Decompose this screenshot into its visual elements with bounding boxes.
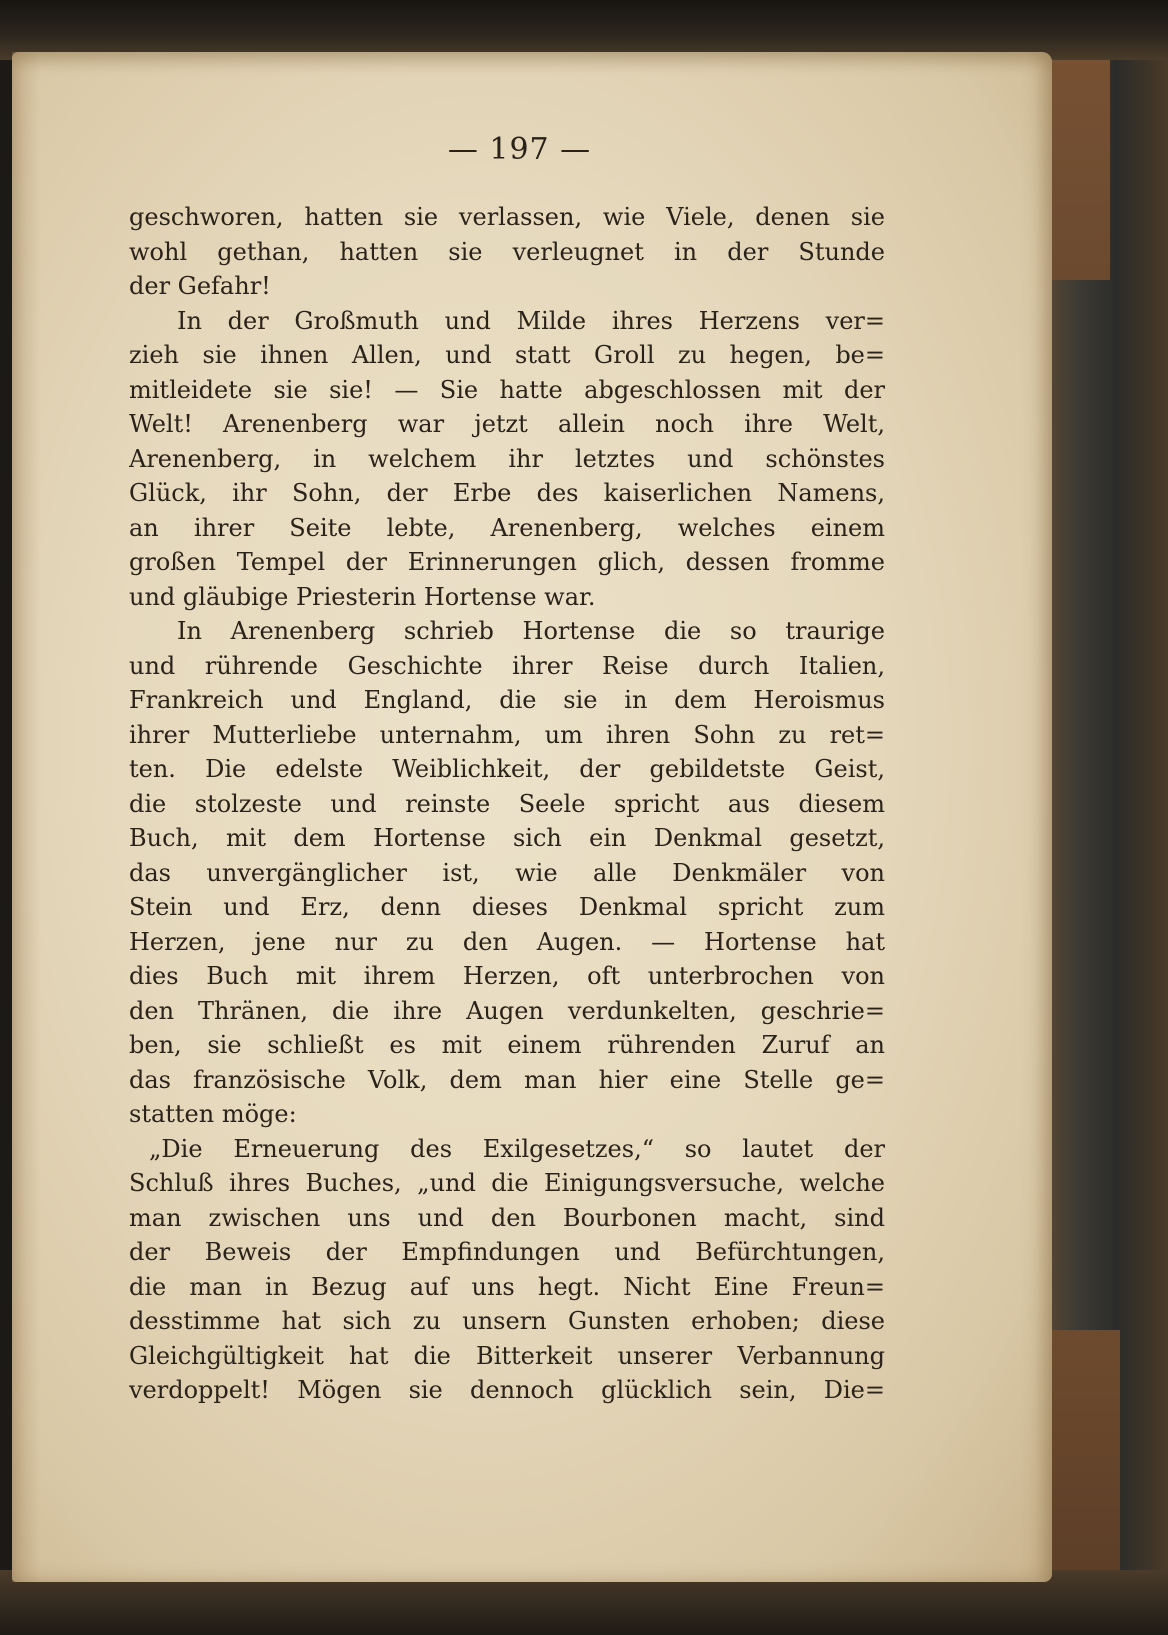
- text-line: Glück, ihr Sohn, der Erbe des kaiserlichen Namens,: [129, 479, 885, 507]
- text-line: geschworen, hatten sie verlassen, wie Viele, denen sie: [129, 203, 885, 231]
- text-line: an ihrer Seite lebte, Arenenberg, welches einem: [129, 513, 885, 542]
- text-line: statten möge:: [129, 1100, 297, 1128]
- text-line: und gläubige Priesterin Hortense war.: [129, 582, 596, 611]
- text-line: wohl gethan, hatten sie verleugnet in der Stunde: [129, 237, 885, 266]
- text-line: zieh sie ihnen Allen, und statt Groll zu hegen, be=: [129, 341, 885, 369]
- text-line: Buch, mit dem Hortense sich ein Denkmal gesetzt,: [129, 824, 885, 852]
- text-line: mitleidete sie sie! — Sie hatte abgeschlossen mit der: [129, 375, 885, 404]
- text-line: In der Großmuth und Milde ihres Herzens ver=: [177, 306, 885, 335]
- text-line: Herzen, jene nur zu den Augen. — Hortense hat: [129, 927, 885, 956]
- text-line: Frankreich und England, die sie in dem Heroismus: [129, 686, 885, 714]
- text-line: den Thränen, die ihre Augen verdunkelten, geschrie=: [129, 996, 885, 1025]
- text-line: die man in Bezug auf uns hegt. Nicht Eine Freun=: [129, 1272, 885, 1301]
- text-line: In Arenenberg schrieb Hortense die so traurige: [177, 617, 885, 645]
- text-line: der Gefahr!: [129, 272, 271, 300]
- page-stain: [12, 52, 40, 1582]
- text-line: Arenenberg, in welchem ihr letztes und schönstes: [129, 444, 885, 473]
- text-line: ten. Die edelste Weiblichkeit, der gebildetste Geist,: [129, 755, 885, 783]
- text-line: großen Tempel der Erinnerungen glich, dessen fromme: [129, 548, 885, 576]
- text-line: Welt! Arenenberg war jetzt allein noch ihre Welt,: [129, 410, 885, 438]
- text-line: „Die Erneuerung des Exilgesetzes,“ so lautet der: [149, 1134, 885, 1163]
- text-line: das unvergänglicher ist, wie alle Denkmäler von: [129, 858, 885, 887]
- text-line: desstimme hat sich zu unsern Gunsten erhoben; diese: [129, 1307, 885, 1335]
- text-line: Schluß ihres Buches, „und die Einigungsversuche, welche: [129, 1169, 885, 1197]
- page-number: — 197 —: [447, 132, 592, 167]
- page-text: [129, 200, 885, 1408]
- text-line: ihrer Mutterliebe unternahm, um ihren Sohn zu ret=: [129, 720, 885, 749]
- text-line: das französische Volk, dem man hier eine Stelle ge=: [129, 1065, 885, 1094]
- text-line: man zwischen uns und den Bourbonen macht, sind: [129, 1203, 885, 1232]
- text-line: Stein und Erz, denn dieses Denkmal spricht zum: [129, 893, 885, 921]
- text-line: ben, sie schließt es mit einem rührenden Zuruf an: [129, 1031, 885, 1059]
- book-page: [12, 52, 1052, 1582]
- text-line: dies Buch mit ihrem Herzen, oft unterbrochen von: [129, 962, 885, 990]
- top-page-edge: [0, 0, 1168, 60]
- text-line: verdoppelt! Mögen sie dennoch glücklich sein, Die=: [129, 1376, 885, 1404]
- text-line: und rührende Geschichte ihrer Reise durch Italien,: [129, 651, 885, 680]
- text-line: der Beweis der Empfindungen und Befürchtungen,: [129, 1238, 885, 1266]
- text-line: die stolzeste und reinste Seele spricht aus diesem: [129, 789, 885, 818]
- text-line: Gleichgültigkeit hat die Bitterkeit unserer Verbannung: [129, 1341, 885, 1370]
